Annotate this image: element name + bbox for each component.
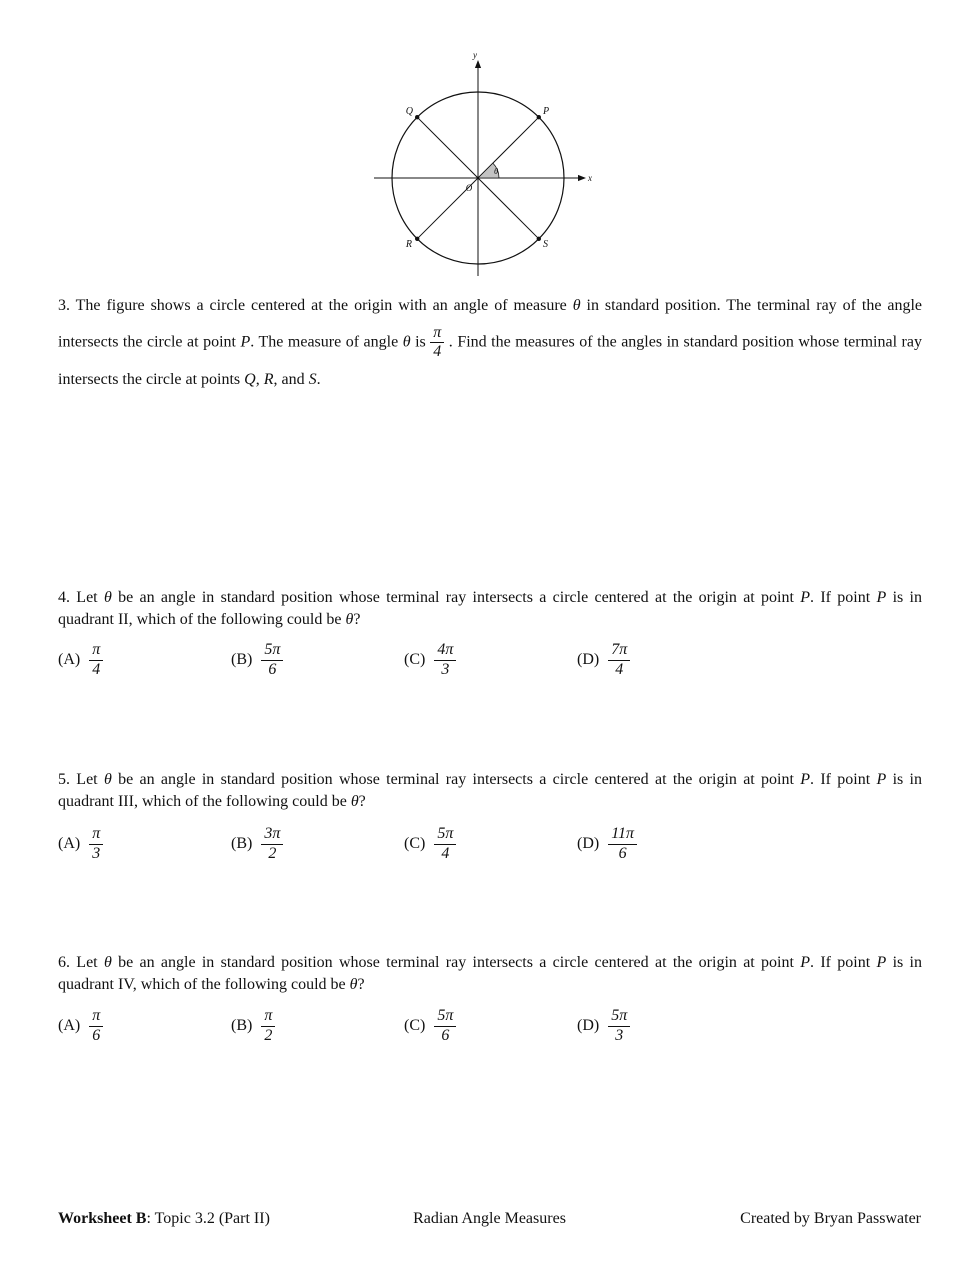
point-q-label: Q	[405, 106, 413, 117]
point-r-dot	[415, 237, 419, 241]
question-4-options	[58, 636, 750, 684]
option-label: (A)	[58, 651, 81, 668]
q5-option-c	[404, 820, 577, 868]
q6-option-a	[58, 1002, 231, 1050]
q5-option-d	[577, 820, 750, 868]
q6-option-c	[404, 1002, 577, 1050]
origin-label: O	[465, 183, 473, 193]
point-q-dot	[415, 115, 419, 119]
question-5-text: 5. Let θ be an angle in standard position whose terminal ray intersects a circle centered at the origin at point P. If point P is in quadrant III, which of the following could be θ?	[58, 771, 923, 810]
question-3-text: 3. The figure shows a circle centered at the origin with an angle of measure θ in standard position. The terminal ray of the angle intersects the circle at point P. The measure of angle θ is $\frac{\pi}{4}$ . Find the measures of the angles in standard position whose terminal ray intersects the circle at points Q, R, and S.	[58, 297, 922, 388]
option-label: (D)	[577, 1017, 600, 1034]
option-label: (D)	[577, 651, 600, 668]
x-axis-label: x	[588, 173, 592, 183]
option-label: (B)	[231, 651, 253, 668]
option-fraction: $\frac{\pi}{3}$	[89, 825, 103, 863]
page-footer	[0, 1210, 979, 1234]
point-p-dot	[537, 115, 541, 119]
q5-option-a	[58, 820, 231, 868]
option-fraction: $\frac{5\pi}{6}$	[261, 641, 283, 679]
option-fraction: $\frac{5\pi}{3}$	[608, 1007, 630, 1045]
option-label: (B)	[231, 835, 253, 852]
option-label: (A)	[58, 1017, 81, 1034]
footer-document-title: Radian Angle Measures	[413, 1210, 566, 1227]
q5-option-b	[231, 820, 404, 868]
point-s-label: S	[543, 239, 548, 250]
question-5-options	[58, 820, 750, 868]
option-fraction: $\frac{\pi}{6}$	[89, 1007, 103, 1045]
point-s-dot	[537, 237, 541, 241]
option-label: (C)	[404, 651, 426, 668]
y-axis-arrow	[475, 60, 481, 68]
footer-worksheet-title: Worksheet B: Topic 3.2 (Part II)	[58, 1210, 270, 1227]
option-fraction: $\frac{7\pi}{4}$	[608, 641, 630, 679]
option-fraction: $\frac{5\pi}{6}$	[434, 1007, 456, 1045]
q4-option-d	[577, 636, 750, 684]
option-fraction: $\frac{4\pi}{3}$	[434, 641, 456, 679]
point-r-label: R	[405, 239, 412, 250]
theta-label: θ	[494, 166, 499, 176]
question-6-text: 6. Let θ be an angle in standard position whose terminal ray intersects a circle centered at the origin at point P. If point P is in quadrant IV, which of the following could be θ?	[58, 954, 923, 993]
option-label: (B)	[231, 1017, 253, 1034]
footer-author: Created by Bryan Passwater	[740, 1210, 921, 1227]
point-p-label: P	[543, 106, 550, 117]
option-fraction: $\frac{11\pi}{6}$	[608, 825, 637, 863]
option-fraction: $\frac{\pi}{4}$	[89, 641, 103, 679]
q6-option-b	[231, 1002, 404, 1050]
option-label: (A)	[58, 835, 81, 852]
q4-option-a	[58, 636, 231, 684]
option-label: (C)	[404, 1017, 426, 1034]
q6-option-d	[577, 1002, 750, 1050]
option-label: (C)	[404, 835, 426, 852]
option-label: (D)	[577, 835, 600, 852]
q4-option-b	[231, 636, 404, 684]
x-axis-arrow	[578, 175, 586, 181]
q4-option-c	[404, 636, 577, 684]
option-fraction: $\frac{5\pi}{4}$	[434, 825, 456, 863]
question-4-text: 4. Let θ be an angle in standard position whose terminal ray intersects a circle centered at the origin at point P. If point P is in quadrant II, which of the following could be θ?	[58, 589, 923, 628]
option-fraction: $\frac{\pi}{2}$	[261, 1007, 275, 1045]
option-fraction: $\frac{3\pi}{2}$	[261, 825, 283, 863]
y-axis-label: y	[473, 50, 477, 60]
circle-figure	[366, 48, 600, 284]
question-6-options	[58, 1002, 750, 1050]
